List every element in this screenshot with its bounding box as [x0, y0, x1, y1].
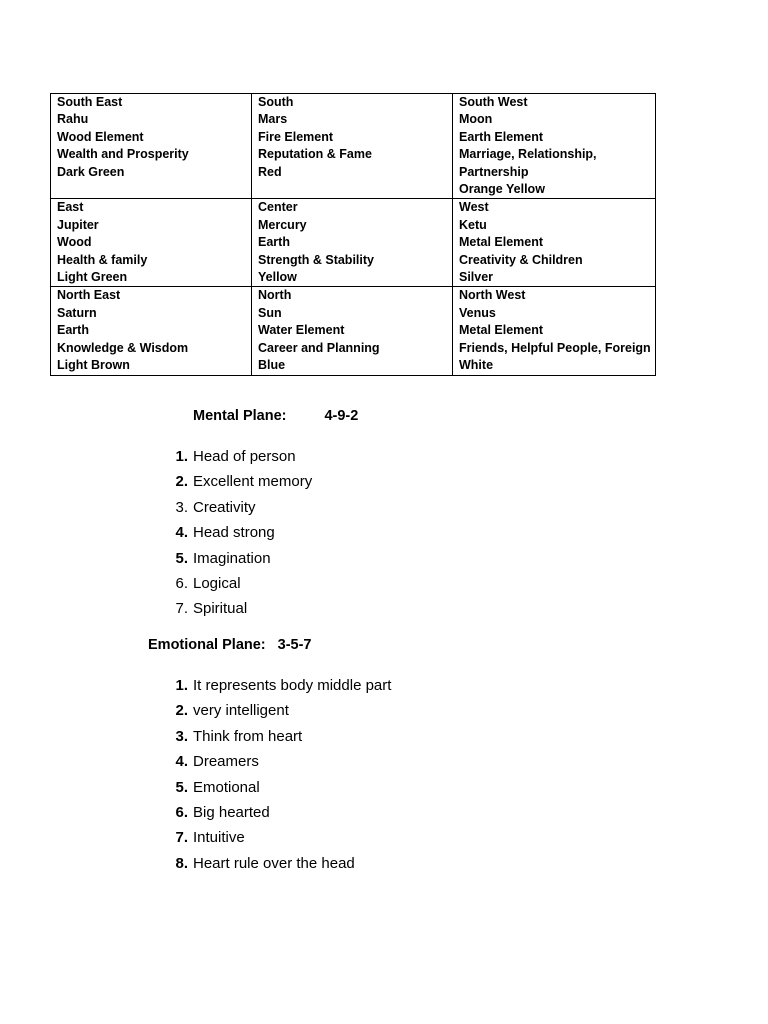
list-item-text: Logical: [193, 574, 241, 592]
list-item: [175, 571, 312, 596]
cell-line: Yellow: [258, 270, 297, 285]
cell-line: North: [258, 288, 292, 303]
list-item-text: It represents body middle part: [193, 677, 392, 694]
cell-line: Jupiter: [57, 217, 99, 232]
cell-line: Mars: [258, 112, 288, 127]
cell-line: West: [459, 200, 489, 215]
cell-line: South: [258, 95, 294, 109]
cell-line: Light Green: [57, 270, 128, 285]
table-cell: [453, 199, 656, 287]
list-item-number: 6.: [175, 574, 188, 592]
cell-line: Center: [258, 200, 298, 215]
cell-line: Metal Element: [459, 235, 544, 250]
table-cell: [252, 287, 453, 375]
list-item-number: 3.: [175, 727, 188, 745]
cell-line: Moon: [459, 112, 493, 127]
list-item: [175, 775, 391, 800]
cell-line: Mercury: [258, 217, 307, 232]
emotional-plane-heading: [148, 637, 312, 653]
list-item-number: 6.: [175, 803, 188, 821]
list-item-text: Big hearted: [193, 803, 270, 821]
list-item-number: 3.: [175, 498, 188, 516]
cell-line: Knowledge & Wisdom: [57, 340, 189, 355]
list-item-text: Imagination: [193, 549, 271, 567]
list-item-number: 7.: [175, 600, 188, 618]
table-row: [51, 287, 656, 375]
list-item: [175, 825, 391, 850]
list-item: [175, 520, 312, 545]
list-item-text: Spiritual: [193, 600, 248, 618]
cell-line: Water Element: [258, 323, 345, 338]
table-cell: [252, 199, 453, 287]
cell-line: Dark Green: [57, 164, 125, 179]
list-item-number: 1.: [175, 448, 188, 465]
table-row: [51, 199, 656, 287]
list-item-number: 8.: [175, 854, 188, 872]
cell-line: Silver: [459, 270, 494, 285]
direction-grid-body: [51, 94, 656, 376]
cell-line: Health & family: [57, 252, 148, 267]
list-item-text: Intuitive: [193, 829, 245, 847]
list-item: [175, 749, 391, 774]
table-cell: [252, 94, 453, 199]
cell-line: Rahu: [57, 112, 89, 127]
table-cell: [51, 94, 252, 199]
table-cell: [51, 287, 252, 375]
cell-line: Sun: [258, 305, 282, 320]
list-item-text: very intelligent: [193, 702, 289, 720]
cell-line: Marriage, Relationship,: [459, 147, 597, 162]
list-item-number: 2.: [175, 473, 188, 491]
cell-line: Friends, Helpful People, Foreign: [459, 340, 651, 355]
mental-plane-label: Mental Plane:: [193, 408, 287, 424]
cell-line: Fire Element: [258, 129, 334, 144]
list-item: [175, 596, 312, 621]
list-item-text: Heart rule over the head: [193, 854, 355, 872]
emotional-plane-value: 3-5-7: [277, 637, 312, 653]
list-item-text: Emotional: [193, 778, 260, 796]
mental-plane-list: [175, 444, 313, 622]
cell-line: Partnership: [459, 164, 529, 179]
cell-line: Red: [258, 164, 282, 179]
list-item-number: 5.: [175, 778, 188, 796]
cell-line: White: [459, 358, 494, 373]
list-item: [175, 444, 312, 469]
cell-line: Strength & Stability: [258, 252, 374, 267]
cell-line: Wood Element: [57, 129, 144, 144]
cell-line: South East: [57, 95, 123, 109]
list-item-number: 2.: [175, 702, 188, 720]
cell-line: Blue: [258, 358, 286, 373]
list-item-text: Creativity: [193, 498, 256, 516]
cell-line: Orange Yellow: [459, 182, 545, 197]
list-item-text: Think from heart: [193, 727, 303, 745]
list-item-text: Dreamers: [193, 753, 259, 771]
emotional-plane-list: [175, 673, 392, 876]
list-item-number: 5.: [175, 549, 188, 567]
cell-line: Creativity & Children: [459, 252, 583, 267]
list-item: [175, 851, 391, 876]
mental-plane-value: 4-9-2: [324, 408, 359, 424]
table-cell: [453, 94, 656, 199]
cell-line: Venus: [459, 305, 496, 320]
list-item-text: Head of person: [193, 448, 296, 465]
cell-line: North West: [459, 288, 526, 303]
cell-line: Light Brown: [57, 358, 130, 373]
list-item: [175, 800, 391, 825]
list-item-text: Head strong: [193, 524, 275, 542]
cell-line: Saturn: [57, 305, 97, 320]
list-item-text: Excellent memory: [193, 473, 313, 491]
cell-line: North East: [57, 288, 121, 303]
cell-line: Wealth and Prosperity: [57, 147, 189, 162]
cell-line: Earth: [258, 235, 290, 250]
list-item: [175, 469, 313, 494]
list-item: [175, 495, 312, 520]
list-item-number: 4.: [175, 524, 188, 542]
list-item: [175, 546, 312, 571]
cell-line: South West: [459, 95, 528, 109]
cell-line: Reputation & Fame: [258, 147, 372, 162]
mental-plane-heading: [193, 408, 358, 424]
list-item: [175, 698, 391, 723]
emotional-plane-label: Emotional Plane:: [148, 637, 266, 653]
cell-line: East: [57, 200, 84, 215]
cell-line: Wood: [57, 235, 92, 250]
list-item: [175, 724, 391, 749]
list-item-number: 7.: [175, 829, 188, 847]
cell-line: Metal Element: [459, 323, 544, 338]
direction-grid-table: [50, 93, 656, 376]
list-item-number: 1.: [175, 677, 188, 694]
table-cell: [51, 199, 252, 287]
cell-line: Earth Element: [459, 129, 544, 144]
table-cell: [453, 287, 656, 375]
cell-line: Ketu: [459, 217, 487, 232]
table-row: [51, 94, 656, 199]
cell-line: Career and Planning: [258, 340, 380, 355]
list-item-number: 4.: [175, 753, 188, 771]
cell-line: Earth: [57, 323, 89, 338]
list-item: [175, 673, 392, 698]
